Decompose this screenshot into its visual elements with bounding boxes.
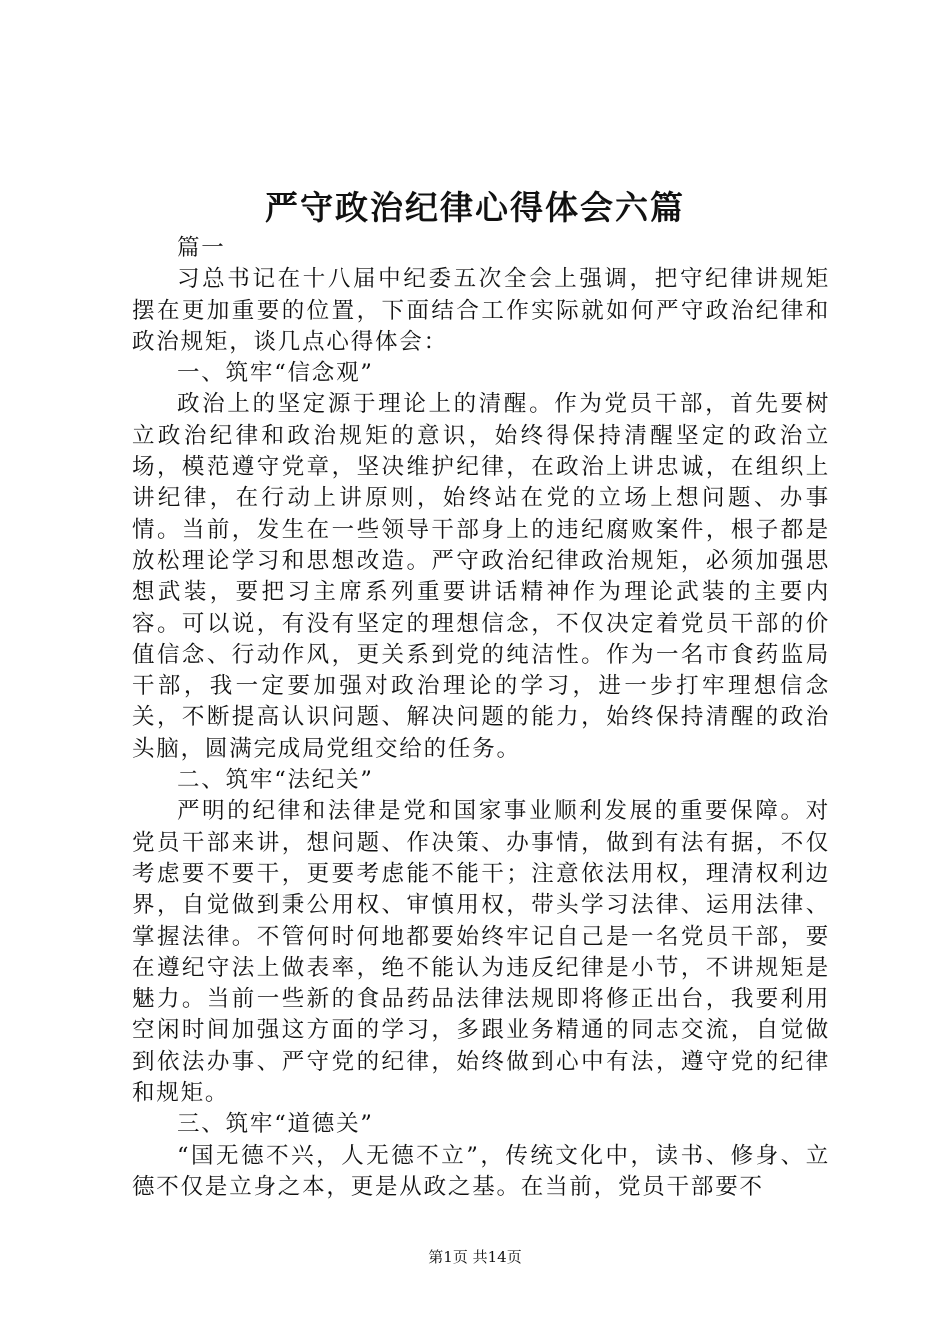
section-heading: 篇一 — [177, 235, 226, 261]
paragraph: 严明的纪律和法律是党和国家事业顺利发展的重要保障。对党员干部来讲，想问题、作决策、办事情，做到有法有据，不仅考虑要不要干，更要考虑能不能干；注意依法用权，理清权利边界，自觉做到秉公用权、审慎用权，带头学习法律、运用法律、掌握法律。不管何时何地都要始终牢记自己是一名党员干部，要在遵纪守法上做表率，绝不能认为违反纪律是小节，不讲规矩是魅力。当前一些新的食品药品法律法规即将修正出台，我要利用空闲时间加强这方面的学习，多跟业务精通的同志交流，自觉做到依法办事、严守党的纪律，始终做到心中有法，遵守党的纪律和规矩。 — [132, 798, 830, 1107]
paragraph: 习总书记在十八届中纪委五次全会上强调，把守纪律讲规矩摆在更加重要的位置，下面结合工作实际就如何严守政治纪律和政治规矩，谈几点心得体会： — [132, 266, 830, 355]
page-footer: 第1页 共14页 — [428, 1248, 522, 1266]
paragraph: “国无德不兴，人无德不立”，传统文化中，读书、修身、立德不仅是立身之本，更是从政之基。在当前，党员干部要不 — [132, 1142, 830, 1200]
section-heading: 三、筑牢“道德关” — [177, 1111, 374, 1138]
section-heading: 二、筑牢“法纪关” — [177, 767, 374, 794]
document-title: 严守政治纪律心得体会六篇 — [265, 188, 685, 227]
document-body — [132, 233, 830, 1203]
paragraph: 政治上的坚定源于理论上的清醒。作为党员干部，首先要树立政治纪律和政治规矩的意识，始终得保持清醒坚定的政治立场，模范遵守党章，坚决维护纪律，在政治上讲忠诚，在组织上讲纪律，在行动上讲原则，始终站在党的立场上想问题、办事情。当前，发生在一些领导干部身上的违纪腐败案件，根子都是放松理论学习和思想改造。严守政治纪律政治规矩，必须加强思想武装，要把习主席系列重要讲话精神作为理论武装的主要内容。可以说，有没有坚定的理想信念，不仅决定着党员干部的价值信念、行动作风，更关系到党的纯洁性。作为一名市食药监局干部，我一定要加强对政治理论的学习，进一步打牢理想信念关，不断提高认识问题、解决问题的能力，始终保持清醒的政治头脑，圆满完成局党组交给的任务。 — [132, 391, 830, 762]
section-heading: 一、筑牢“信念观” — [177, 360, 374, 387]
